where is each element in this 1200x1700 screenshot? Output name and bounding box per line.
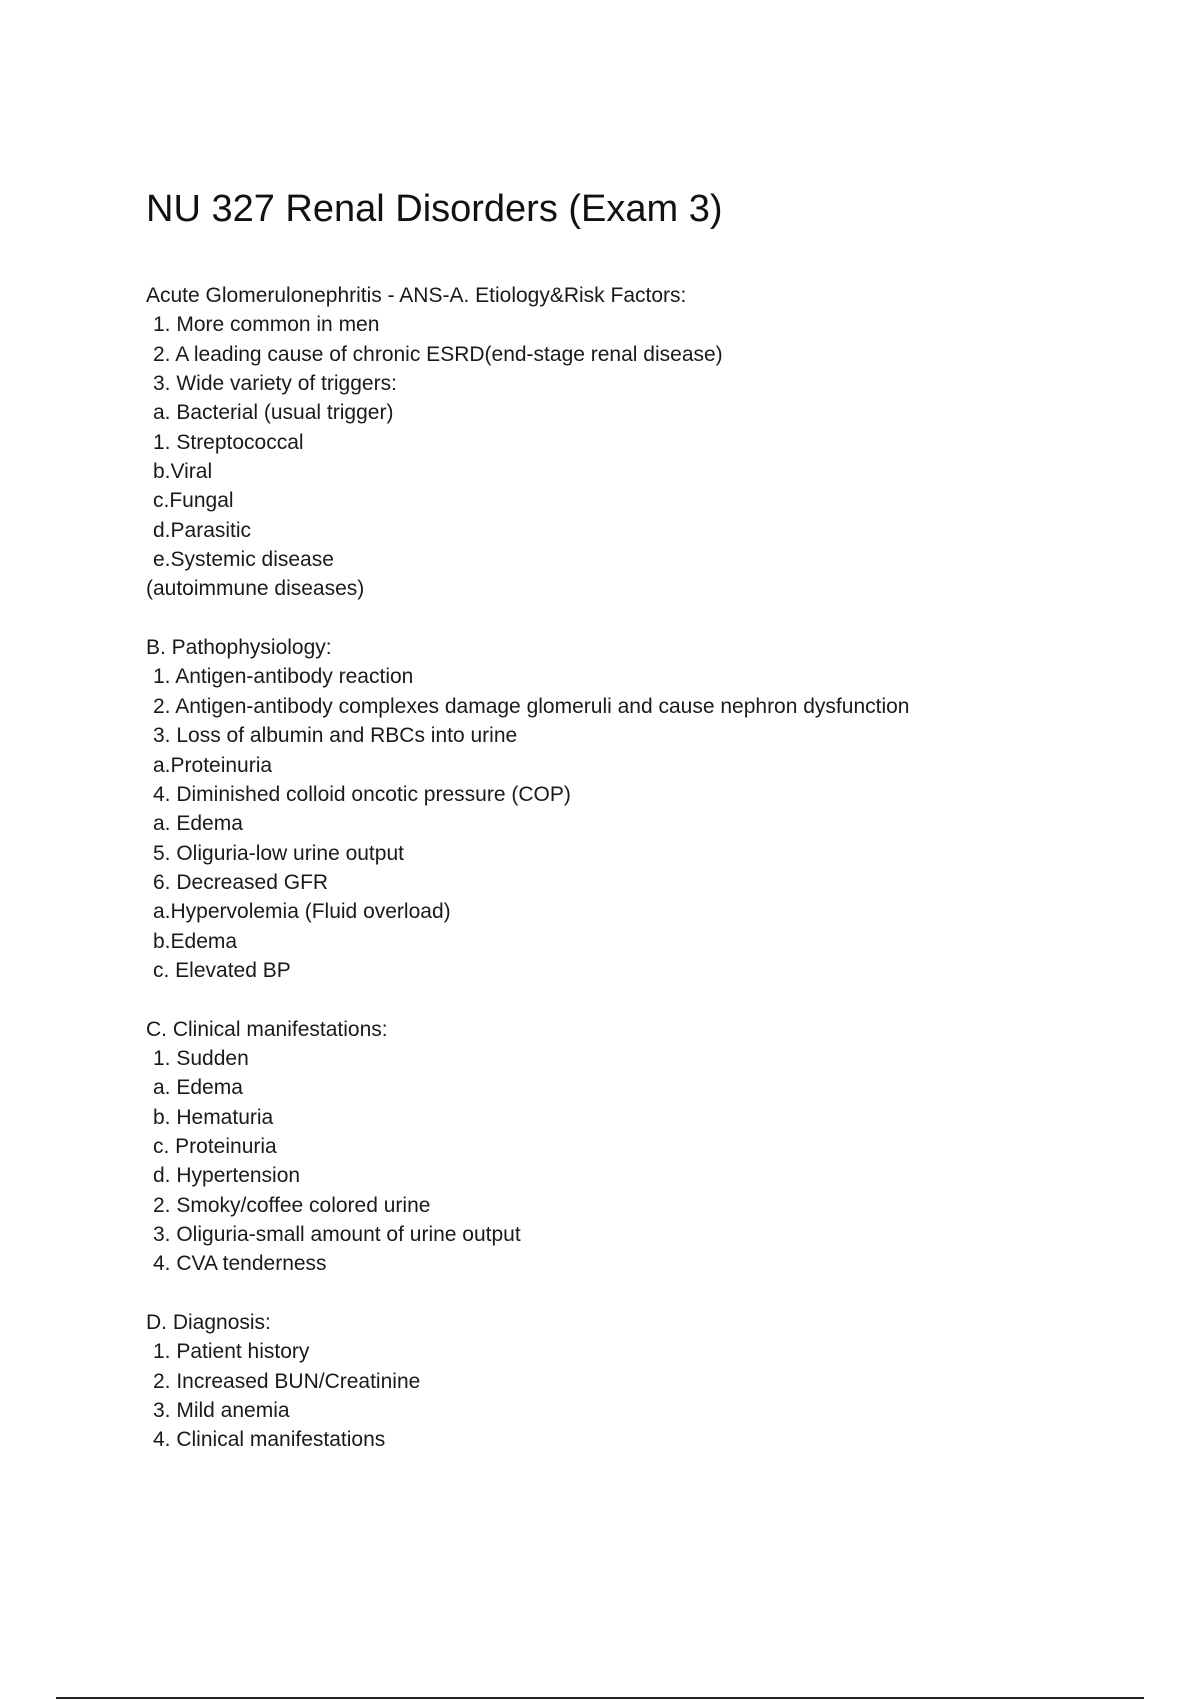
blank-line [146, 985, 909, 1014]
text-line: 3. Wide variety of triggers: [153, 372, 397, 396]
text-line: 3. Loss of albumin and RBCs into urine [153, 724, 518, 748]
text-line: 2. Increased BUN/Creatinine [153, 1369, 421, 1393]
text-line: 3. Mild anemia [153, 1399, 290, 1423]
text-line: 5. Oliguria-low urine output [153, 841, 404, 865]
text-line: a.Hypervolemia (Fluid overload) [153, 900, 451, 924]
text-line: 6. Decreased GFR [153, 870, 329, 894]
text-line: c. Proteinuria [153, 1134, 277, 1158]
text-line: c.Fungal [153, 489, 234, 513]
text-line: a. Edema [153, 812, 243, 836]
text-line: a.Proteinuria [153, 753, 273, 777]
text-line: 2. Antigen-antibody complexes damage glomeruli and cause nephron dysfunction [153, 694, 910, 718]
text-line: 3. Oliguria-small amount of urine output [153, 1223, 521, 1246]
text-line: C. Clinical manifestations: [146, 1017, 388, 1041]
footer-divider [56, 1697, 1144, 1699]
text-line: d.Parasitic [153, 518, 252, 542]
text-line: Acute Glomerulonephritis - ANS-A. Etiology&Risk Factors: [146, 284, 687, 307]
text-line: 1. Antigen-antibody reaction [153, 665, 414, 689]
text-line: 4. Clinical manifestations [153, 1428, 386, 1452]
text-line: a. Edema [153, 1076, 243, 1100]
text-line: 1. More common in men [153, 313, 380, 337]
text-line: b. Hematuria [153, 1105, 274, 1129]
text-line: D. Diagnosis: [146, 1311, 271, 1335]
page-title: NU 327 Renal Disorders (Exam 3) [146, 188, 723, 230]
text-line: b.Viral [153, 460, 213, 484]
text-line: 2. A leading cause of chronic ESRD(end-stage renal disease) [153, 342, 723, 366]
text-line: (autoimmune diseases) [146, 577, 365, 601]
text-line: 1. Sudden [153, 1046, 249, 1070]
text-line: 1. Streptococcal [153, 430, 304, 454]
blank-line [146, 604, 909, 633]
text-line: a. Bacterial (usual trigger) [153, 401, 394, 425]
text-line: 4. Diminished colloid oncotic pressure (COP) [153, 782, 571, 806]
text-line: c. Elevated BP [153, 958, 291, 982]
text-line: 2. Smoky/coffee colored urine [153, 1193, 431, 1217]
text-line: 4. CVA tenderness [153, 1252, 327, 1276]
text-line: b.Edema [153, 929, 238, 953]
blank-line [146, 1279, 909, 1308]
text-line: d. Hypertension [153, 1164, 301, 1188]
text-line: e.Systemic disease [153, 548, 334, 572]
text-line: B. Pathophysiology: [146, 636, 332, 660]
text-line: 1. Patient history [153, 1340, 310, 1364]
document-body [146, 281, 909, 1455]
